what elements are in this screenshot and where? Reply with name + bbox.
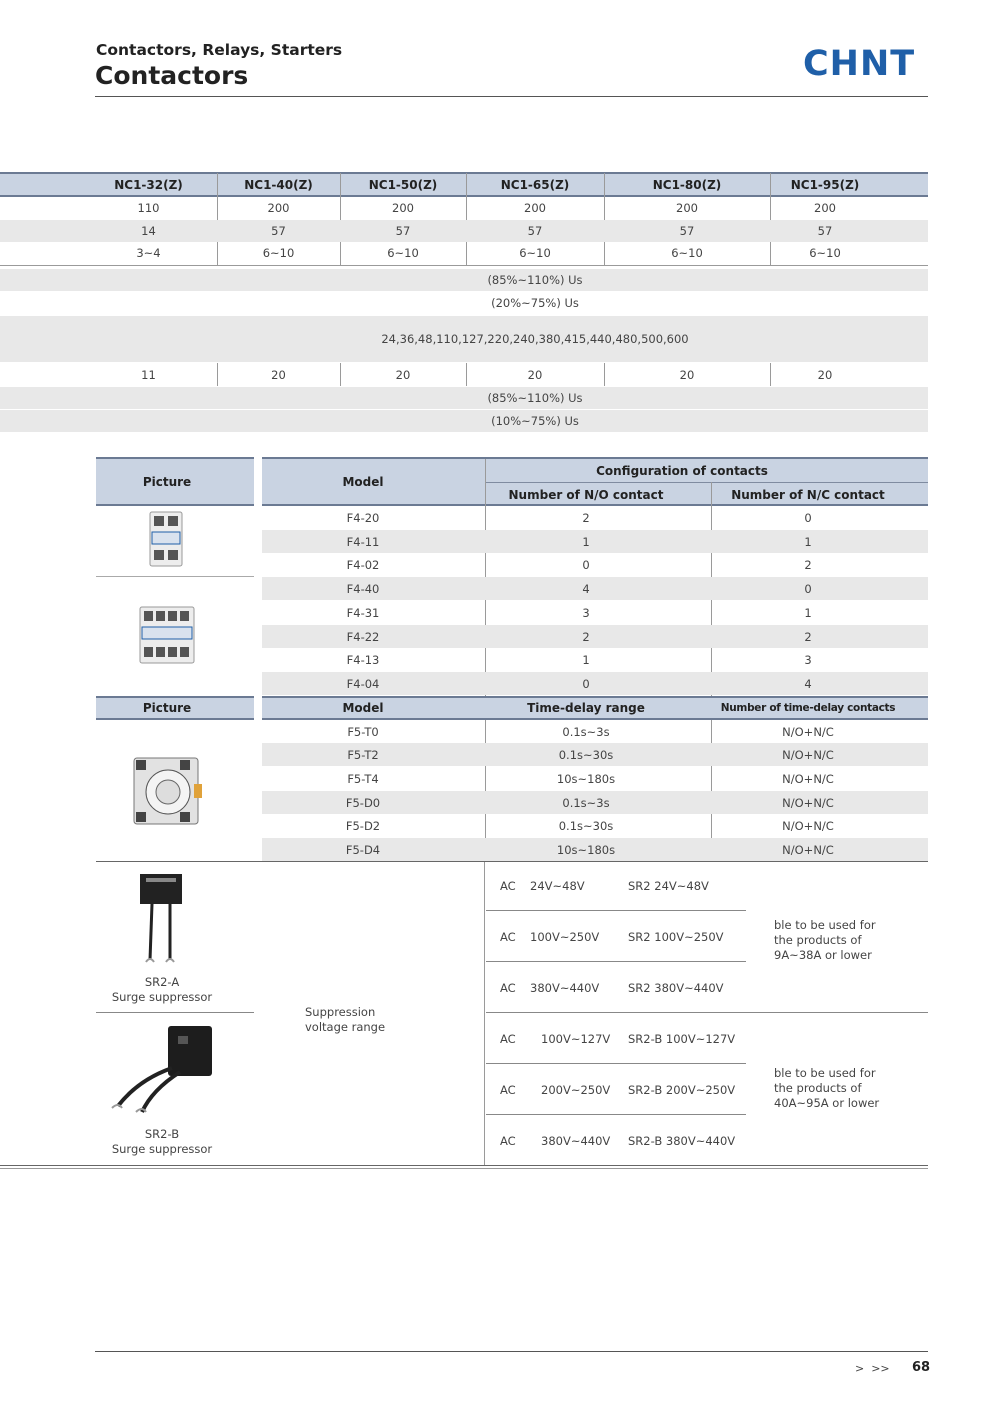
page-number: 68 xyxy=(912,1360,931,1375)
suppressor-model: SR2-B 100V~127V xyxy=(628,1032,736,1046)
delay-contacts-header: Number of time-delay contacts xyxy=(720,702,896,714)
model-cell: F4-20 xyxy=(346,510,380,525)
table-cell: 57 xyxy=(527,224,543,238)
table-cell: 6~10 xyxy=(262,246,295,260)
ac-label: AC xyxy=(500,981,516,995)
sr2a-name: SR2-A xyxy=(144,975,180,989)
delay-contacts-cell: N/O+N/C xyxy=(782,747,834,762)
time-range-cell: 0.1s~3s xyxy=(562,724,610,739)
note-b: 40A~95A or lower xyxy=(774,1095,880,1110)
table-cell: 20 xyxy=(817,368,833,382)
nc-count-cell: 0 xyxy=(804,581,812,596)
voltage-range: 380V~440V xyxy=(541,1134,611,1148)
nc-count-cell: 1 xyxy=(804,605,812,620)
delay-contacts-cell: N/O+N/C xyxy=(782,724,834,739)
time-range-cell: 0.1s~30s xyxy=(558,818,614,833)
pickup-voltage: (85%~110%) Us xyxy=(487,273,583,287)
suppressor-model: SR2 100V~250V xyxy=(628,930,724,944)
table-cell: 20 xyxy=(527,368,543,382)
table-cell: 6~10 xyxy=(809,246,841,260)
picture-header: Picture xyxy=(142,701,192,715)
table-cell: 6~10 xyxy=(519,246,551,260)
model-cell: F4-40 xyxy=(346,581,380,596)
nc-count-cell: 2 xyxy=(804,629,812,644)
ac-label: AC xyxy=(500,879,516,893)
nc-count-cell: 1 xyxy=(804,534,812,549)
table-cell: 6~10 xyxy=(671,246,703,260)
table-cell: 57 xyxy=(271,224,286,238)
time-range-cell: 10s~180s xyxy=(556,842,616,857)
model-cell: F5-T0 xyxy=(347,724,379,739)
category-title: Contactors, Relays, Starters xyxy=(96,41,343,59)
nc-count-cell: 3 xyxy=(804,652,812,667)
suppressor-model: SR2 24V~48V xyxy=(628,879,709,893)
voltage-range: 100V~250V xyxy=(530,930,600,944)
model-cell: F4-22 xyxy=(346,629,380,644)
table-cell: 6~10 xyxy=(387,246,419,260)
table-cell: 20 xyxy=(395,368,411,382)
table-cell: 20 xyxy=(679,368,695,382)
page-title: Contactors xyxy=(95,61,249,90)
delay-contacts-cell: N/O+N/C xyxy=(782,818,834,833)
config-header: Configuration of contacts xyxy=(596,464,768,478)
time-range-cell: 0.1s~3s xyxy=(562,795,610,810)
ac-label: AC xyxy=(500,1134,516,1148)
suppression-label: voltage range xyxy=(305,1020,386,1034)
note-b: ble to be used for xyxy=(774,1065,876,1080)
table-cell: 57 xyxy=(679,224,695,238)
suppressor-model: SR2-B 380V~440V xyxy=(628,1134,736,1148)
table-cell: 57 xyxy=(817,224,833,238)
model-cell: F5-D4 xyxy=(345,842,381,857)
time-range-header: Time-delay range xyxy=(527,701,645,715)
dropout-voltage-2: (10%~75%) Us xyxy=(491,414,579,428)
model-cell: F4-04 xyxy=(346,676,380,691)
model-header: NC1-80(Z) xyxy=(652,178,722,192)
table-cell: 3~4 xyxy=(136,246,161,260)
model-cell: F4-02 xyxy=(346,557,380,572)
table-cell: 200 xyxy=(392,201,414,215)
nc-count-cell: 4 xyxy=(804,676,812,691)
table-cell: 57 xyxy=(395,224,411,238)
ac-label: AC xyxy=(500,930,516,944)
voltage-range: 200V~250V xyxy=(541,1083,611,1097)
model-cell: F5-T2 xyxy=(347,747,379,762)
delay-contacts-cell: N/O+N/C xyxy=(782,842,834,857)
model-cell: F5-D0 xyxy=(345,795,381,810)
sr2b-desc: Surge suppressor xyxy=(111,1142,213,1156)
model-cell: F4-13 xyxy=(346,652,380,667)
no-count-cell: 1 xyxy=(582,534,590,549)
model-cell: F4-31 xyxy=(346,605,380,620)
no-count-cell: 2 xyxy=(582,510,590,525)
no-count-cell: 4 xyxy=(582,581,590,596)
no-count-cell: 0 xyxy=(582,676,590,691)
ac-label: AC xyxy=(500,1032,516,1046)
voltage-range: 24V~48V xyxy=(530,879,585,893)
voltage-range: 100V~127V xyxy=(541,1032,611,1046)
model-cell: F5-D2 xyxy=(345,818,381,833)
model-cell: F5-T4 xyxy=(347,771,379,786)
suppressor-model: SR2-B 200V~250V xyxy=(628,1083,736,1097)
page-nav-arrows[interactable]: > >> xyxy=(855,1362,890,1375)
time-range-cell: 0.1s~30s xyxy=(558,747,614,762)
brand-logo: CHNT xyxy=(803,44,916,84)
coil-voltages: 24,36,48,110,127,220,240,380,415,440,480,500,600 xyxy=(381,332,689,346)
table-cell: 200 xyxy=(524,201,546,215)
suppression-label: Suppression xyxy=(305,1005,376,1019)
sr2b-name: SR2-B xyxy=(144,1127,180,1141)
picture-header: Picture xyxy=(142,475,192,489)
delay-contacts-cell: N/O+N/C xyxy=(782,771,834,786)
f5-timer-picture xyxy=(130,754,206,828)
ac-label: AC xyxy=(500,1083,516,1097)
model-header: NC1-65(Z) xyxy=(500,178,570,192)
model-cell: F4-11 xyxy=(346,534,380,549)
sr2a-desc: Surge suppressor xyxy=(111,990,213,1004)
no-count-cell: 3 xyxy=(582,605,590,620)
footer-rule xyxy=(95,1351,928,1352)
no-contact-header: Number of N/O contact xyxy=(508,488,664,502)
model-header: NC1-40(Z) xyxy=(244,178,313,192)
voltage-range: 380V~440V xyxy=(530,981,600,995)
time-range-cell: 10s~180s xyxy=(556,771,616,786)
no-count-cell: 0 xyxy=(582,557,590,572)
table-cell: 200 xyxy=(267,201,290,215)
note-a: 9A~38A or lower xyxy=(774,947,872,962)
note-a: ble to be used for xyxy=(774,917,876,932)
suppressor-model: SR2 380V~440V xyxy=(628,981,724,995)
note-a: the products of xyxy=(774,932,862,947)
dropout-voltage: (20%~75%) Us xyxy=(491,296,579,310)
table-cell: 14 xyxy=(141,224,156,238)
delay-contacts-cell: N/O+N/C xyxy=(782,795,834,810)
nc-count-cell: 0 xyxy=(804,510,812,525)
nc-count-cell: 2 xyxy=(804,557,812,572)
table-cell: 11 xyxy=(141,368,156,382)
model-header: Model xyxy=(342,475,384,489)
no-count-cell: 1 xyxy=(582,652,590,667)
model-header: NC1-50(Z) xyxy=(368,178,438,192)
sr2a-picture xyxy=(136,872,186,970)
table-cell: 20 xyxy=(271,368,286,382)
f4-4pole-picture xyxy=(138,605,196,665)
model-header: NC1-32(Z) xyxy=(114,178,183,192)
table-cell: 200 xyxy=(676,201,698,215)
pickup-voltage-2: (85%~110%) Us xyxy=(487,391,583,405)
table-cell: 110 xyxy=(137,201,160,215)
note-b: the products of xyxy=(774,1080,862,1095)
sr2b-picture xyxy=(108,1020,216,1116)
table-cell: 200 xyxy=(814,201,836,215)
nc-contact-header: Number of N/C contact xyxy=(731,488,885,502)
model-header: Model xyxy=(342,701,384,715)
no-count-cell: 2 xyxy=(582,629,590,644)
header-rule xyxy=(95,96,928,97)
model-header: NC1-95(Z) xyxy=(790,178,860,192)
f4-2pole-picture xyxy=(148,510,184,568)
